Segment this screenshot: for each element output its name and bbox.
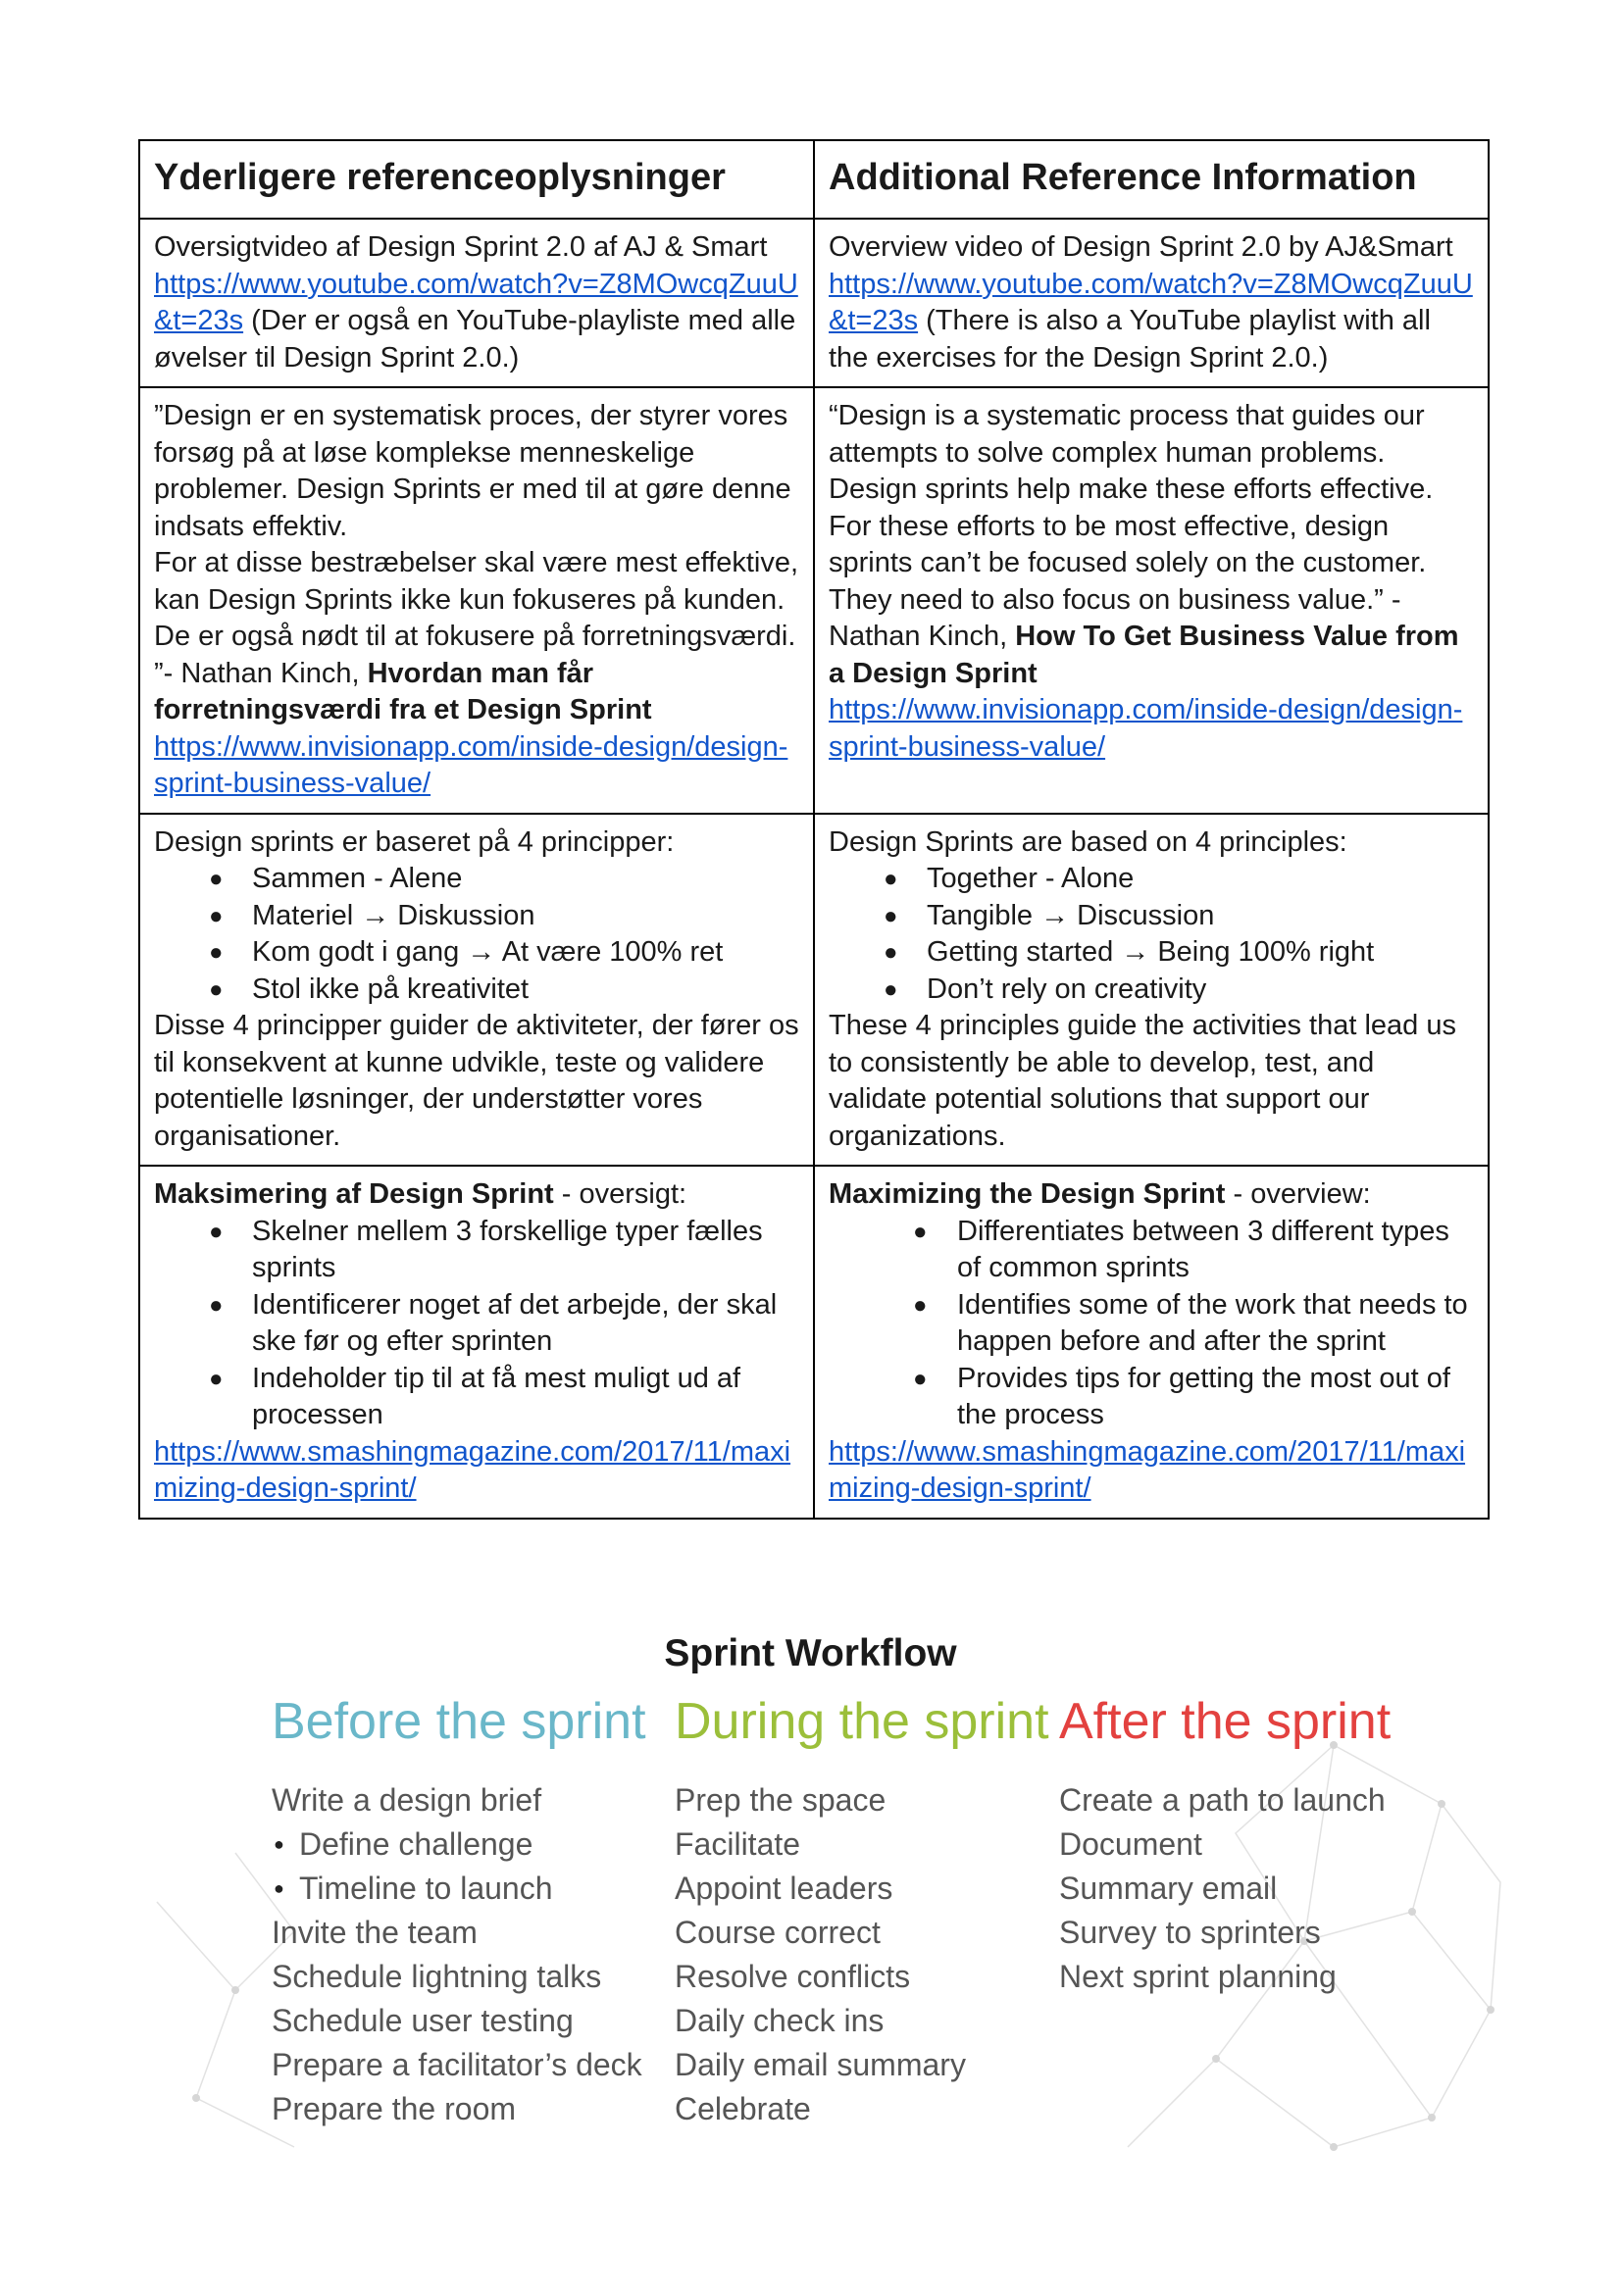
list-item: ● Differentiates between 3 different types of common sprints — [829, 1214, 1474, 1287]
principles-intro: Design sprints er baseret på 4 principper: — [154, 825, 675, 858]
table-row — [139, 814, 1489, 1167]
before-sprint-list — [272, 1778, 646, 2131]
cell-danish-video — [139, 219, 814, 387]
list-item: ● Kom godt i gang → At være 100% ret — [154, 934, 799, 972]
list-item: ● Indeholder tip til at få mest muligt ud af processen — [154, 1361, 799, 1434]
principles-intro: Design Sprints are based on 4 principles: — [829, 825, 1347, 858]
smashing-link[interactable]: https://www.smashingmagazine.com/2017/11/maximizing-design-sprint/ — [829, 1435, 1466, 1504]
list-item: Celebrate — [675, 2091, 811, 2126]
cell-english-quote — [814, 387, 1489, 814]
cell-english-maximizing — [814, 1166, 1489, 1519]
list-item: ● Stol ikke på kreativitet — [154, 972, 799, 1009]
maximizing-list — [154, 1214, 799, 1434]
list-item: ● Provides tips for getting the most out of the process — [829, 1361, 1474, 1434]
video-description: Oversigtvideo af Design Sprint 2.0 af AJ & Smart — [154, 231, 768, 263]
cell-english-video — [814, 219, 1489, 387]
list-item: Daily check ins — [675, 2003, 885, 2038]
article-title: Hvordan man får forretningsværdi fra et Design Sprint — [154, 657, 652, 725]
principles-list — [154, 861, 799, 1008]
cell-danish-principles — [139, 814, 814, 1167]
smashing-link[interactable]: https://www.smashingmagazine.com/2017/11/maximizing-design-sprint/ — [154, 1435, 791, 1504]
invision-link[interactable]: https://www.invisionapp.com/inside-design/design-sprint-business-value/ — [154, 730, 788, 799]
list-item: Invite the team — [272, 1915, 478, 1950]
playlist-note: (Der er også en YouTube-playliste med alle øvelser til Design Sprint 2.0.) — [154, 305, 796, 374]
after-sprint-list — [1059, 1778, 1391, 1999]
maximizing-heading — [829, 1176, 1474, 1214]
list-item: Schedule user testing — [272, 2003, 574, 2038]
before-sprint-heading: Before the sprint — [272, 1693, 646, 1750]
list-item: Prepare the room — [272, 2091, 517, 2126]
during-sprint-heading: During the sprint — [675, 1693, 1049, 1750]
quote-text: For at disse bestræbelser skal være mest effektive, kan Design Sprints ikke kun fokuseres på kunden. De er også nødt til at fokusere på forretningsværdi. ”- Nathan Kinch, — [154, 547, 799, 689]
list-item: ● Tangible → Discussion — [829, 898, 1474, 935]
sprint-workflow-graphic — [0, 1686, 1621, 2176]
list-item: ● Skelner mellem 3 forskellige typer fælles sprints — [154, 1214, 799, 1287]
list-item: Facilitate — [675, 1826, 801, 1862]
after-sprint-heading: After the sprint — [1059, 1693, 1392, 1750]
header-danish: Yderligere referenceoplysninger — [139, 140, 814, 219]
list-item: Appoint leaders — [675, 1871, 893, 1906]
list-item: Write a design brief — [272, 1782, 542, 1818]
article-title: How To Get Business Value from a Design Sprint — [829, 621, 1459, 689]
list-item: Survey to sprinters — [1059, 1915, 1321, 1950]
list-item: Create a path to launch — [1059, 1782, 1386, 1818]
list-item: ● Materiel → Diskussion — [154, 898, 799, 935]
maximizing-heading — [154, 1176, 799, 1214]
after-sprint-column — [1059, 1686, 1391, 1999]
list-item: ● Identificerer noget af det arbejde, der skal ske før og efter sprinten — [154, 1287, 799, 1361]
list-item: ● Timeline to launch — [272, 1867, 646, 1911]
list-item: Summary email — [1059, 1871, 1278, 1906]
playlist-note: (There is also a YouTube playlist with all the exercises for the Design Sprint 2.0.) — [829, 305, 1431, 374]
quote-text: ”Design er en systematisk proces, der styrer vores forsøg på at løse komplekse menneskelige problemer. Design Sprints er med til at gøre denne indsats effektiv. — [154, 400, 791, 542]
table-header-row — [139, 140, 1489, 219]
list-item: Prepare a facilitator’s deck — [272, 2047, 642, 2082]
quote-text: “Design is a systematic process that guides our attempts to solve complex human problems. Design sprints help make these efforts effective. For these efforts to be most effective, design sprints can’t be focused solely on the customer. They need to also focus on business value.” - Nathan Kinch, — [829, 400, 1434, 652]
workflow-title: Sprint Workflow — [664, 1632, 957, 1674]
maximizing-suffix: - overview: — [1225, 1178, 1371, 1210]
youtube-link[interactable]: https://www.youtube.com/watch?v=Z8MOwcqZuuU&t=23s — [829, 268, 1473, 336]
during-sprint-list — [675, 1778, 1049, 2131]
principles-outro: These 4 principles guide the activities that lead us to consistently be able to develop, test, and validate potential solutions that support our organizations. — [829, 1010, 1456, 1152]
maximizing-list — [829, 1214, 1474, 1434]
list-item: Next sprint planning — [1059, 1959, 1337, 1994]
list-item: ● Together - Alone — [829, 861, 1474, 898]
maximizing-title: Maksimering af Design Sprint — [154, 1178, 554, 1210]
cell-english-principles — [814, 814, 1489, 1167]
list-item: ● Getting started → Being 100% right — [829, 934, 1474, 972]
during-sprint-column — [675, 1686, 1049, 2131]
principles-outro: Disse 4 principper guider de aktiviteter, der fører os til konsekvent at kunne udvikle, teste og validere potentielle løsninger, der understøtter vores organisationer. — [154, 1010, 799, 1152]
table-row — [139, 219, 1489, 387]
list-item: Resolve conflicts — [675, 1959, 911, 1994]
list-item: ● Define challenge — [272, 1822, 646, 1867]
invision-link[interactable]: https://www.invisionapp.com/inside-design/design-sprint-business-value/ — [829, 694, 1463, 763]
before-sprint-column — [272, 1686, 646, 2131]
table-row — [139, 387, 1489, 814]
cell-danish-maximizing — [139, 1166, 814, 1519]
cell-danish-quote — [139, 387, 814, 814]
list-item: Daily email summary — [675, 2047, 966, 2082]
list-item: ● Identifies some of the work that needs to happen before and after the sprint — [829, 1287, 1474, 1361]
maximizing-title: Maximizing the Design Sprint — [829, 1178, 1226, 1210]
table-row — [139, 1166, 1489, 1519]
list-item: Document — [1059, 1826, 1202, 1862]
list-item: Course correct — [675, 1915, 881, 1950]
principles-list — [829, 861, 1474, 1008]
youtube-link[interactable]: https://www.youtube.com/watch?v=Z8MOwcqZuuU&t=23s — [154, 268, 798, 336]
maximizing-suffix: - oversigt: — [553, 1178, 687, 1210]
list-item: Schedule lightning talks — [272, 1959, 602, 1994]
list-item: Prep the space — [675, 1782, 886, 1818]
header-english: Additional Reference Information — [814, 140, 1489, 219]
list-item: ● Don’t rely on creativity — [829, 972, 1474, 1009]
video-description: Overview video of Design Sprint 2.0 by AJ&Smart — [829, 231, 1453, 263]
list-item: ● Sammen - Alene — [154, 861, 799, 898]
reference-table — [138, 139, 1490, 1520]
